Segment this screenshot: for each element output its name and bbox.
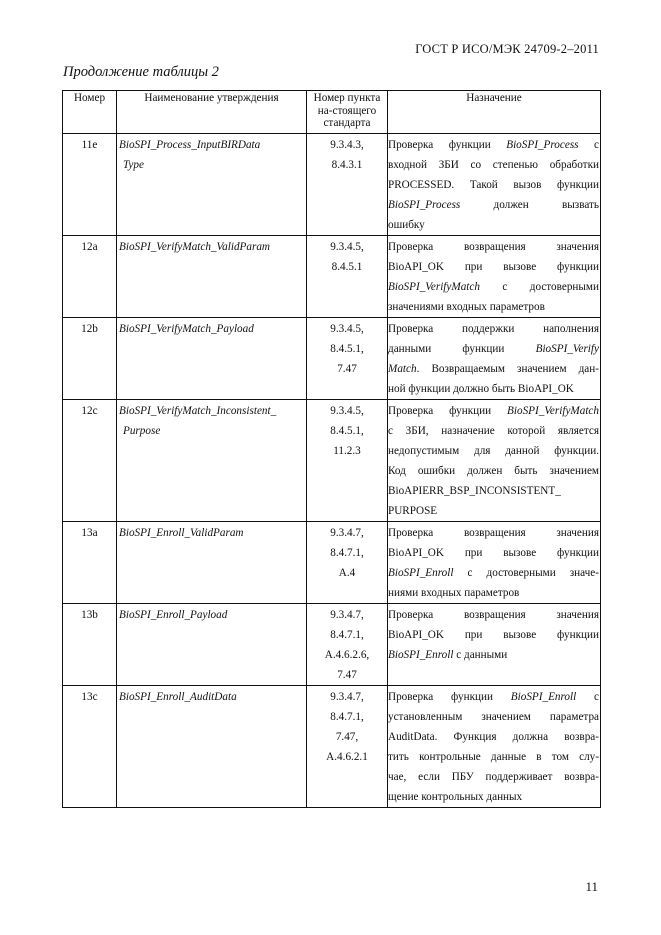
col-header-reference: Номер пункта на-стоящего стандарта (307, 91, 388, 134)
table-body (63, 133, 601, 807)
assertion-name-line: BioSPI_VerifyMatch_Inconsistent_ (119, 404, 277, 417)
purpose-line: Match. Возвращаемым значением дан- (388, 362, 599, 375)
assertion-name-line: BioSPI_Process_InputBIRData (119, 138, 261, 151)
purpose-line: BioSPI_VerifyMatch с достоверными (388, 280, 599, 293)
row-number: 12a (63, 235, 117, 317)
col-header-name: Наименование утверждения (117, 91, 307, 134)
purpose-line: с ЗБИ, назначение которой является (388, 424, 599, 437)
table-header-row (63, 91, 601, 134)
purpose-line: данными функции BioSPI_Verify (388, 342, 599, 355)
reference-line: 9.3.4.7, (330, 526, 364, 539)
standard-reference (307, 317, 388, 399)
purpose-line: щение контрольных данных (388, 790, 523, 803)
purpose-line: BioAPI_OK при вызове функции (388, 546, 599, 559)
purpose-description (388, 235, 601, 317)
purpose-line: недопустимым для данной функции. (388, 444, 599, 457)
purpose-line: установленным значением параметра (388, 710, 599, 723)
standard-reference (307, 603, 388, 685)
table-row (63, 521, 601, 603)
purpose-line: BioAPI_OK при вызове функции (388, 260, 599, 273)
purpose-line: входной ЗБИ со степенью обработки (388, 158, 599, 171)
reference-line: 7.47, (335, 730, 359, 743)
reference-line: 8.4.3.1 (331, 158, 363, 171)
page-number: 11 (585, 879, 598, 894)
reference-line: A.4.6.2.6, (324, 648, 370, 661)
purpose-line: BioAPI_OK при вызове функции (388, 628, 599, 641)
reference-line: 7.47 (337, 362, 357, 375)
purpose-line: ошибку (388, 218, 425, 231)
table-row (63, 399, 601, 521)
purpose-line: Проверка возвращения значения (388, 240, 599, 253)
purpose-description (388, 133, 601, 235)
purpose-description (388, 399, 601, 521)
purpose-line: PURPOSE (388, 504, 438, 517)
reference-line: 9.3.4.5, (330, 240, 364, 253)
purpose-description (388, 317, 601, 399)
assertion-name-line: BioSPI_VerifyMatch_ValidParam (119, 240, 271, 253)
standard-id: ГОСТ Р ИСО/МЭК 24709-2–2011 (415, 42, 599, 56)
table-continuation-caption: Продолжение таблицы 2 (63, 64, 219, 80)
row-number: 13b (63, 603, 117, 685)
table-row (63, 133, 601, 235)
reference-line: 9.3.4.3, (330, 138, 364, 151)
assertion-name (117, 399, 307, 521)
purpose-description (388, 521, 601, 603)
reference-line: 11.2.3 (333, 444, 361, 457)
reference-line: 8.4.5.1, (330, 342, 364, 355)
col-header-purpose: Назначение (388, 91, 601, 134)
assertions-table (62, 90, 601, 808)
row-number: 11e (63, 133, 117, 235)
assertion-name-line: BioSPI_Enroll_AuditData (119, 690, 237, 703)
row-number: 13a (63, 521, 117, 603)
reference-line: A.4 (338, 566, 356, 579)
assertion-name (117, 603, 307, 685)
reference-line: 8.4.7.1, (330, 710, 364, 723)
purpose-line: Код ошибки должен быть значением (388, 464, 599, 477)
table-row (63, 603, 601, 685)
standard-reference (307, 399, 388, 521)
reference-line: 9.3.4.7, (330, 608, 364, 621)
reference-line: 8.4.7.1, (330, 628, 364, 641)
row-number: 12b (63, 317, 117, 399)
assertion-name-continuation: Purpose (123, 424, 161, 437)
purpose-line: AuditData. Функция должна возвра- (388, 730, 599, 743)
reference-line: 9.3.4.7, (330, 690, 364, 703)
purpose-line: значениями входных параметров (388, 300, 545, 313)
table-row (63, 685, 601, 807)
purpose-line: ниями входных параметров (388, 586, 520, 599)
reference-line: A.4.6.2.1 (326, 750, 368, 763)
purpose-line: тить контрольные данные в том слу- (388, 750, 599, 763)
purpose-line: BioSPI_Enroll с данными (388, 648, 508, 661)
assertion-name (117, 235, 307, 317)
reference-line: 8.4.5.1 (331, 260, 363, 273)
purpose-line: BioAPIERR_BSP_INCONSISTENT_ (388, 484, 561, 497)
assertion-name (117, 317, 307, 399)
purpose-line: PROCESSED. Такой вызов функции (388, 178, 599, 191)
row-number: 13c (63, 685, 117, 807)
assertion-name-line: BioSPI_VerifyMatch_Payload (119, 322, 254, 335)
standard-reference (307, 133, 388, 235)
reference-line: 9.3.4.5, (330, 322, 364, 335)
purpose-line: Проверка функции BioSPI_Enroll с (388, 690, 599, 703)
purpose-line: Проверка функции BioSPI_VerifyMatch (388, 404, 599, 417)
purpose-line: Проверка поддержки наполнения (388, 322, 599, 335)
purpose-line: Проверка функции BioSPI_Process с (388, 138, 599, 151)
col-header-number: Номер (63, 91, 117, 134)
purpose-line: BioSPI_Process должен вызвать (388, 198, 599, 211)
purpose-line: ной функции должно быть BioAPI_OK (388, 382, 574, 395)
table-row (63, 235, 601, 317)
row-number: 12c (63, 399, 117, 521)
standard-reference (307, 235, 388, 317)
purpose-description (388, 603, 601, 685)
table-row (63, 317, 601, 399)
assertion-name (117, 133, 307, 235)
assertion-name (117, 521, 307, 603)
purpose-line: чае, если ПБУ поддерживает возвра- (388, 770, 599, 783)
purpose-line: Проверка возвращения значения (388, 526, 599, 539)
reference-line: 7.47 (337, 668, 357, 681)
assertion-name (117, 685, 307, 807)
assertion-name-line: BioSPI_Enroll_Payload (119, 608, 228, 621)
standard-reference (307, 685, 388, 807)
purpose-line: Проверка возвращения значения (388, 608, 599, 621)
assertion-name-line: BioSPI_Enroll_ValidParam (119, 526, 244, 539)
standard-reference (307, 521, 388, 603)
purpose-line: BioSPI_Enroll с достоверными значе- (388, 566, 599, 579)
reference-line: 8.4.5.1, (330, 424, 364, 437)
reference-line: 8.4.7.1, (330, 546, 364, 559)
purpose-description (388, 685, 601, 807)
assertion-name-continuation: Type (123, 158, 144, 171)
reference-line: 9.3.4.5, (330, 404, 364, 417)
